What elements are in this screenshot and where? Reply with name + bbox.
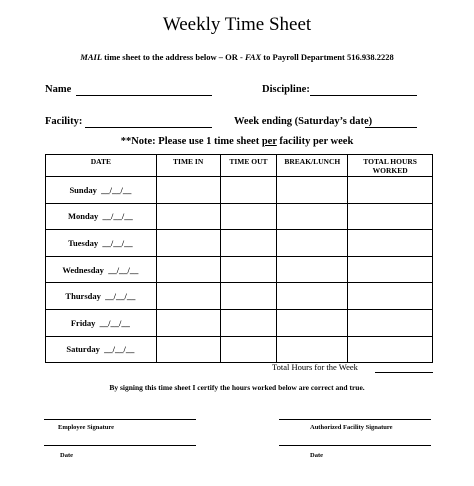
total-hours-label: Total Hours for the Week bbox=[272, 362, 358, 372]
subtitle-mail: MAIL bbox=[80, 52, 103, 62]
date-blank[interactable]: __/__/__ bbox=[99, 317, 130, 328]
week-ending-field[interactable] bbox=[365, 127, 417, 128]
page-title: Weekly Time Sheet bbox=[162, 14, 312, 35]
date-blank[interactable]: __/__/__ bbox=[102, 237, 133, 248]
table-row bbox=[46, 309, 433, 336]
total-hours-cell[interactable] bbox=[348, 230, 433, 257]
break-lunch-cell[interactable] bbox=[277, 336, 348, 363]
table-row bbox=[46, 203, 433, 230]
time-out-cell[interactable] bbox=[220, 230, 277, 257]
name-label: Name bbox=[45, 84, 72, 95]
day-label: Wednesday bbox=[62, 264, 104, 275]
date-cell bbox=[46, 230, 157, 257]
note-prefix: **Note: Please use 1 time sheet bbox=[120, 136, 262, 147]
break-lunch-cell[interactable] bbox=[277, 230, 348, 257]
certification-text: By signing this time sheet I certify the hours worked below are correct and true. bbox=[109, 383, 365, 392]
total-hours-cell[interactable] bbox=[348, 203, 433, 230]
employee-signature-label: Employee Signature bbox=[58, 424, 115, 431]
total-hours-cell[interactable] bbox=[348, 177, 433, 204]
discipline-label: Discipline: bbox=[262, 84, 310, 95]
header-time-out: TIME OUT bbox=[220, 155, 277, 177]
day-label: Thursday bbox=[65, 291, 101, 302]
header-break-lunch: BREAK/LUNCH bbox=[277, 155, 348, 177]
total-hours-cell[interactable] bbox=[348, 256, 433, 283]
note-suffix: facility per week bbox=[276, 136, 354, 147]
time-in-cell[interactable] bbox=[156, 283, 220, 310]
time-out-cell[interactable] bbox=[220, 309, 277, 336]
date-blank[interactable]: __/__/__ bbox=[101, 184, 132, 195]
discipline-field[interactable] bbox=[310, 95, 417, 96]
date-blank[interactable]: __/__/__ bbox=[102, 211, 133, 222]
day-label: Sunday bbox=[69, 184, 97, 195]
break-lunch-cell[interactable] bbox=[277, 256, 348, 283]
note-emphasis: per bbox=[261, 136, 277, 147]
time-in-cell[interactable] bbox=[156, 309, 220, 336]
date-blank[interactable]: __/__/__ bbox=[108, 264, 139, 275]
facility-label: Facility: bbox=[45, 116, 83, 127]
date-cell bbox=[46, 177, 157, 204]
total-hours-cell[interactable] bbox=[348, 336, 433, 363]
subtitle-end: to Payroll Department 516.938.2228 bbox=[263, 52, 394, 62]
table-header-row bbox=[46, 155, 433, 177]
date-cell bbox=[46, 203, 157, 230]
employee-date-line[interactable] bbox=[44, 445, 196, 446]
name-field[interactable] bbox=[76, 95, 212, 96]
break-lunch-cell[interactable] bbox=[277, 177, 348, 204]
table-row bbox=[46, 283, 433, 310]
day-label: Monday bbox=[68, 211, 99, 222]
day-label: Saturday bbox=[66, 344, 100, 355]
total-hours-field[interactable] bbox=[375, 372, 433, 373]
time-out-cell[interactable] bbox=[220, 256, 277, 283]
day-label: Tuesday bbox=[68, 237, 99, 248]
facility-date-label: Date bbox=[310, 452, 323, 459]
week-ending-label: Week ending (Saturday’s date) bbox=[234, 116, 373, 127]
time-in-cell[interactable] bbox=[156, 230, 220, 257]
time-in-cell[interactable] bbox=[156, 203, 220, 230]
date-cell bbox=[46, 336, 157, 363]
date-blank[interactable]: __/__/__ bbox=[105, 291, 136, 302]
header-date: DATE bbox=[46, 155, 157, 177]
facility-signature-label: Authorized Facility Signature bbox=[310, 424, 393, 431]
total-hours-cell[interactable] bbox=[348, 283, 433, 310]
subtitle-fax: FAX bbox=[244, 52, 262, 62]
time-out-cell[interactable] bbox=[220, 203, 277, 230]
time-table bbox=[45, 154, 433, 363]
facility-date-line[interactable] bbox=[279, 445, 431, 446]
subtitle-middle: time sheet to the address below – OR - bbox=[104, 52, 243, 62]
date-blank[interactable]: __/__/__ bbox=[104, 344, 135, 355]
day-label: Friday bbox=[70, 317, 96, 328]
time-out-cell[interactable] bbox=[220, 177, 277, 204]
header-time-in: TIME IN bbox=[156, 155, 220, 177]
time-out-cell[interactable] bbox=[220, 283, 277, 310]
subtitle bbox=[0, 52, 474, 62]
date-cell bbox=[46, 309, 157, 336]
break-lunch-cell[interactable] bbox=[277, 203, 348, 230]
note bbox=[0, 136, 474, 147]
time-out-cell[interactable] bbox=[220, 336, 277, 363]
break-lunch-cell[interactable] bbox=[277, 309, 348, 336]
table-row bbox=[46, 230, 433, 257]
total-hours-cell[interactable] bbox=[348, 309, 433, 336]
date-cell bbox=[46, 283, 157, 310]
facility-signature-line[interactable] bbox=[279, 419, 431, 420]
table-row bbox=[46, 177, 433, 204]
header-total-hours: TOTAL HOURS WORKED bbox=[348, 155, 433, 177]
facility-field[interactable] bbox=[85, 127, 212, 128]
employee-date-label: Date bbox=[60, 452, 73, 459]
table-row bbox=[46, 256, 433, 283]
time-in-cell[interactable] bbox=[156, 336, 220, 363]
table-row bbox=[46, 336, 433, 363]
date-cell bbox=[46, 256, 157, 283]
break-lunch-cell[interactable] bbox=[277, 283, 348, 310]
time-in-cell[interactable] bbox=[156, 256, 220, 283]
time-in-cell[interactable] bbox=[156, 177, 220, 204]
employee-signature-line[interactable] bbox=[44, 419, 196, 420]
